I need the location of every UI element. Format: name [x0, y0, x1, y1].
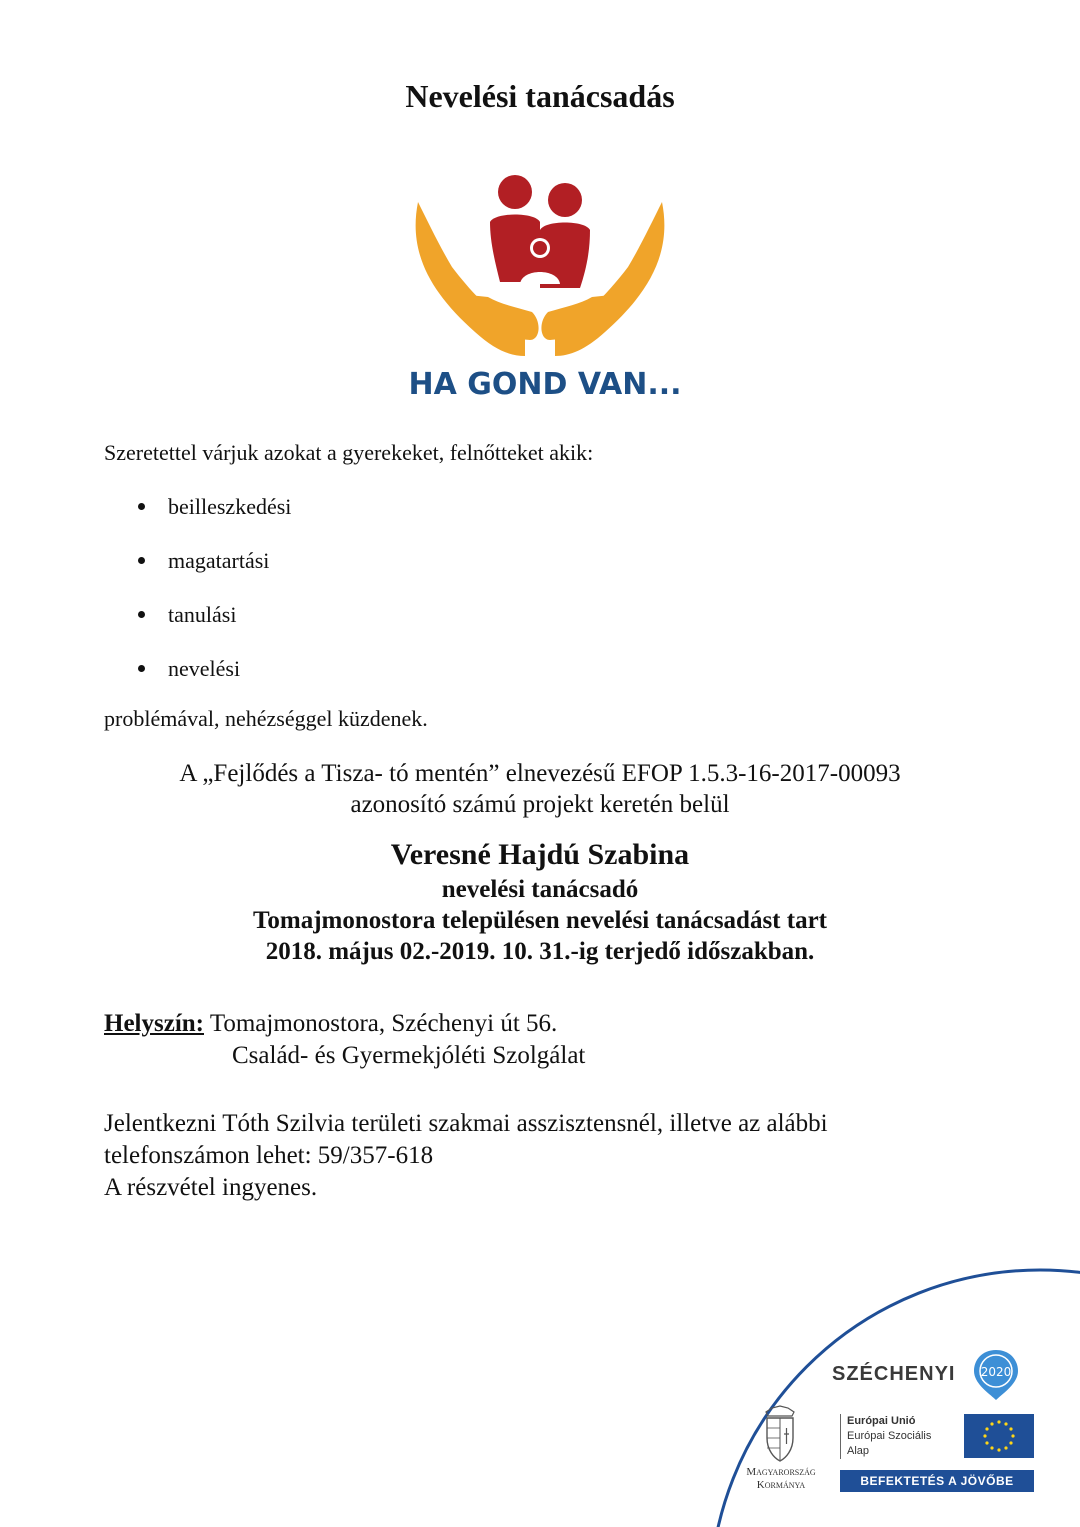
- eu-label-line-2: Európai Szociális: [847, 1430, 932, 1442]
- list-item-label: tanulási: [168, 602, 237, 627]
- problem-list: [104, 488, 291, 704]
- location-place: Család- és Gyermekjóléti Szolgálat: [232, 1042, 586, 1069]
- government-label-line-2: Kormánya: [756, 1479, 806, 1491]
- list-item-label: nevelési: [168, 656, 241, 681]
- logo-text: HA GOND VAN...: [408, 367, 682, 402]
- bullet-icon: [138, 611, 145, 618]
- list-item: [104, 650, 291, 704]
- contact-line-1: Jelentkezni Tóth Szilvia területi szakmai asszisztensnél, illetve az alábbi: [104, 1110, 828, 1137]
- bullet-icon: [138, 503, 145, 510]
- intro-text: Szeretettel várjuk azokat a gyerekeket, felnőtteket akik:: [104, 440, 594, 465]
- eu-fund-label: [840, 1414, 931, 1459]
- contact-line-2: telefonszámon lehet: 59/357-618: [104, 1142, 434, 1169]
- project-line-2: azonosító számú projekt keretén belül: [350, 791, 730, 818]
- page-title: Nevelési tanácsadás: [405, 78, 675, 114]
- list-item: [104, 596, 291, 650]
- location-label: Helyszín:: [104, 1010, 204, 1037]
- location-address: Tomajmonostora, Széchenyi út 56.: [209, 1010, 558, 1037]
- bullet-icon: [138, 557, 145, 564]
- free-note: A részvétel ingyenes.: [104, 1174, 318, 1201]
- project-info: [0, 758, 1080, 820]
- family-in-hands-logo-icon: [400, 172, 690, 404]
- location-block: [104, 1008, 585, 1072]
- investment-banner: BEFEKTETÉS A JÖVŐBE: [840, 1470, 1034, 1492]
- list-item: [104, 488, 291, 542]
- szechenyi-label: SZÉCHENYI: [832, 1363, 956, 1385]
- counselor-schedule-line-1: Tomajmonostora településen nevelési tanácsadást tart: [252, 907, 828, 934]
- closing-text: problémával, nehézséggel küzdenek.: [104, 706, 428, 731]
- coat-of-arms-icon: [760, 1404, 800, 1464]
- government-label: [726, 1466, 836, 1492]
- counselor-info: [0, 836, 1080, 967]
- counselor-schedule-line-2: 2018. május 02.-2019. 10. 31.-ig terjedő időszakban.: [265, 938, 815, 965]
- list-item: [104, 542, 291, 596]
- counselor-role: nevelési tanácsadó: [441, 876, 639, 903]
- counselor-name: Veresné Hajdú Szabina: [390, 838, 690, 871]
- eu-label-line-3: Alap: [847, 1445, 870, 1457]
- government-label-line-1: Magyarország: [746, 1466, 816, 1478]
- project-line-1: A „Fejlődés a Tisza- tó mentén” elnevezésű EFOP 1.5.3-16-2017-00093: [179, 760, 901, 787]
- list-item-label: beilleszkedési: [168, 494, 292, 519]
- szechenyi-2020-pin-icon: [968, 1346, 1024, 1402]
- szechenyi-year: 2020: [980, 1365, 1012, 1379]
- list-item-label: magatartási: [168, 548, 270, 573]
- eu-flag-icon: [964, 1414, 1034, 1458]
- eu-label-line-1: Európai Unió: [847, 1415, 916, 1427]
- bullet-icon: [138, 665, 145, 672]
